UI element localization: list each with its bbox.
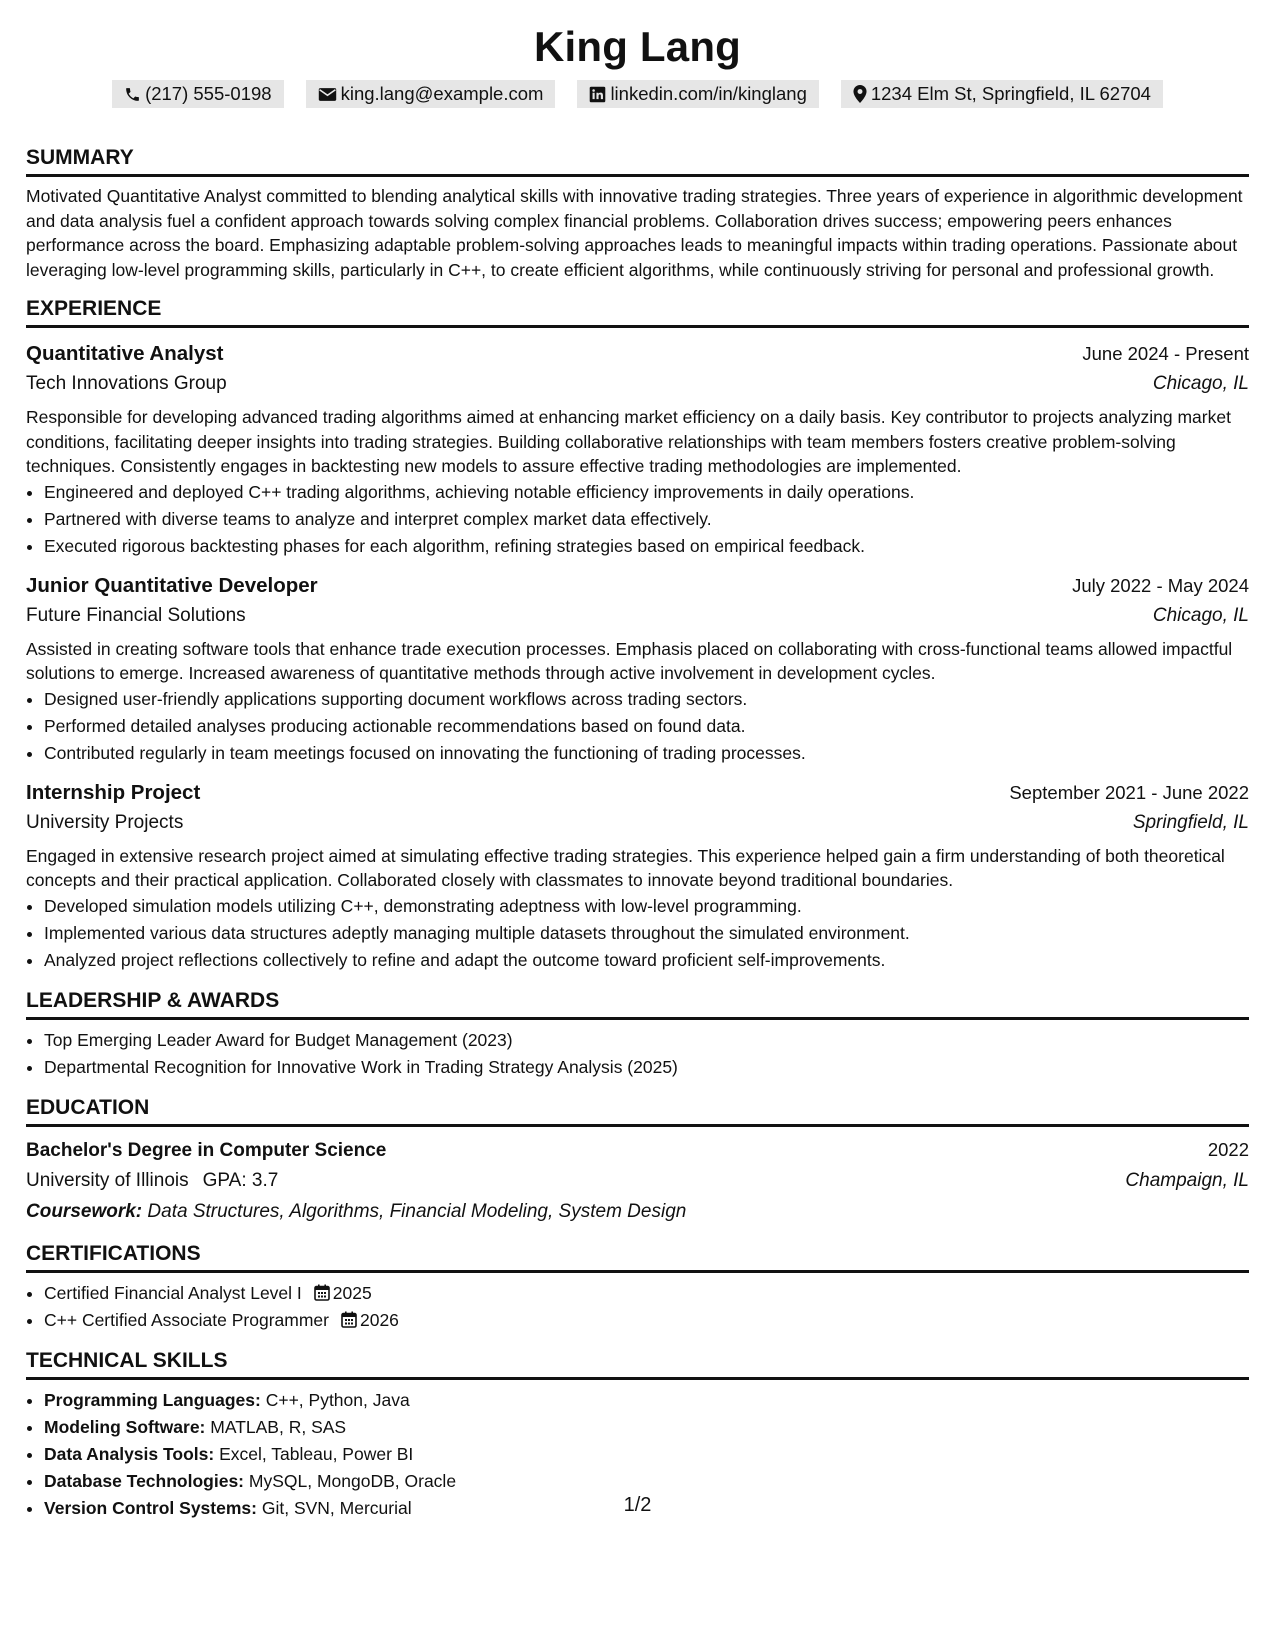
linkedin-icon (589, 86, 606, 103)
contact-address[interactable] (841, 80, 1163, 108)
certifications-section (26, 1241, 1249, 1334)
coursework-label: Coursework: (26, 1200, 143, 1222)
school-name: University of Illinois (26, 1169, 189, 1191)
job-bullet: • Executed rigorous backtesting phases for each algorithm, refining strategies based on empirical feedback. (44, 533, 1249, 560)
job-dates: June 2024 - Present (1082, 343, 1249, 364)
job-bullet: • Engineered and deployed C++ trading algorithms, achieving notable efficiency improvements in daily operations. (44, 479, 1249, 506)
certification-year: 2025 (332, 1282, 372, 1303)
education-section (26, 1095, 1249, 1227)
job-location: Chicago, IL (1152, 373, 1249, 394)
school-location: Champaign, IL (1125, 1169, 1249, 1191)
page-number: 1/2 (623, 1494, 652, 1516)
skill-value: Git, SVN, Mercurial (261, 1497, 412, 1518)
resume-content (26, 145, 1249, 1522)
certification-name: Certified Financial Analyst Level I (44, 1282, 302, 1303)
experience-heading: EXPERIENCE (26, 296, 1249, 328)
calendar-icon (314, 1284, 330, 1301)
contact-address-text: 1234 Elm St, Springfield, IL 62704 (870, 83, 1151, 104)
job-description: Engaged in extensive research project aimed at simulating effective trading strategies. This experience helped gain a firm understanding of both theoretical concepts and their practical application. Collaborated closely with classmates to innovate beyond traditional boundaries. (26, 845, 1225, 890)
skill-value: MATLAB, R, SAS (210, 1416, 347, 1437)
skill-label: Programming Languages: (44, 1389, 261, 1410)
job-entry (26, 777, 1249, 974)
leadership-section (26, 988, 1249, 1081)
leadership-list (26, 1027, 1249, 1081)
job-title: Internship Project (26, 780, 201, 804)
experience-section (26, 296, 1249, 974)
skill-label: Version Control Systems: (44, 1497, 257, 1518)
contact-phone-text: (217) 555-0198 (145, 83, 272, 104)
contact-email[interactable] (306, 80, 556, 108)
contact-phone[interactable] (112, 80, 284, 108)
calendar-icon (341, 1311, 357, 1328)
certification-item (44, 1280, 1249, 1307)
certification-name: C++ Certified Associate Programmer (44, 1309, 329, 1330)
envelope-icon (318, 86, 337, 103)
job-title: Quantitative Analyst (26, 342, 224, 365)
job-entry (26, 338, 1249, 560)
job-location: Chicago, IL (1152, 604, 1249, 626)
job-organization: Future Financial Solutions (26, 604, 246, 626)
skill-item (44, 1387, 1249, 1414)
job-bullets (26, 893, 1249, 974)
job-title: Junior Quantitative Developer (26, 573, 318, 597)
job-bullet: • Designed user-friendly applications supporting document workflows across trading sectors. (44, 686, 1249, 713)
job-bullet: • Implemented various data structures adeptly managing multiple datasets throughout the simulated environment. (44, 920, 1249, 947)
phone-icon (124, 86, 141, 103)
skill-item (44, 1441, 1249, 1468)
leadership-item: • Departmental Recognition for Innovative Work in Trading Strategy Analysis (2025) (44, 1054, 1249, 1081)
skill-value: MySQL, MongoDB, Oracle (248, 1470, 457, 1491)
graduation-year: 2022 (1207, 1138, 1249, 1160)
job-bullet: • Analyzed project reflections collectively to refine and adapt the outcome toward proficient self-improvements. (44, 947, 1249, 974)
job-description: Responsible for developing advanced trading algorithms aimed at enhancing market efficiency on a daily basis. Key contributor to projects analyzing market conditions, facilitating deeper insights into trading strategies. Building collaborative relationships with team members fosters creative problem-solving techniques. Consistently engages in backtesting new models to assure effective trading methodologies are implemented. (26, 407, 1231, 476)
summary-text: Motivated Quantitative Analyst committed to blending analytical skills with innovative trading strategies. Three years of experience in algorithmic development and data analysis fuel a confident approach towards solving complex financial problems. Collaboration drives success; empowering peers enhances performance across the board. Emphasizing adaptable problem-solving approaches leads to meaningful impacts within trading operations. Passionate about leveraging low-level programming skills, particularly in C++, to create efficient algorithms, while continuously striving for personal and professional growth. (26, 186, 1243, 280)
contact-linkedin[interactable] (577, 80, 818, 108)
job-bullet: • Performed detailed analyses producing actionable recommendations based on found data. (44, 713, 1249, 740)
job-entry (26, 570, 1249, 767)
job-organization: Tech Innovations Group (26, 373, 227, 394)
skill-label: Modeling Software: (44, 1416, 206, 1437)
skill-item (44, 1414, 1249, 1441)
contact-email-text: king.lang@example.com (340, 83, 544, 104)
job-description: Assisted in creating software tools that enhance trade execution processes. Emphasis placed on collaborating with cross-functional teams allowed impactful solutions to emerge. Increased awareness of quantitative methods through active involvement in development cycles. (26, 638, 1233, 683)
summary-heading: SUMMARY (26, 145, 1249, 177)
skill-label: Database Technologies: (44, 1470, 245, 1491)
job-dates: July 2022 - May 2024 (1072, 574, 1249, 596)
degree-title: Bachelor's Degree in Computer Science (26, 1139, 387, 1161)
contact-bar (0, 80, 1275, 108)
skills-heading: TECHNICAL SKILLS (26, 1348, 1249, 1380)
job-dates: September 2021 - June 2022 (1009, 781, 1249, 803)
job-bullets (26, 479, 1249, 560)
coursework (26, 1196, 1249, 1227)
skill-value: Excel, Tableau, Power BI (219, 1443, 414, 1464)
job-bullets (26, 686, 1249, 767)
leadership-item: • Top Emerging Leader Award for Budget Management (2023) (44, 1027, 1249, 1054)
contact-linkedin-text: linkedin.com/in/kinglang (610, 83, 807, 104)
skill-value: C++, Python, Java (265, 1389, 410, 1410)
skill-label: Data Analysis Tools: (44, 1443, 215, 1464)
map-pin-icon (853, 85, 867, 103)
certification-item (44, 1307, 1249, 1334)
certification-year: 2026 (359, 1309, 399, 1330)
job-bullet: • Partnered with diverse teams to analyze and interpret complex market data effectively. (44, 506, 1249, 533)
education-heading: EDUCATION (26, 1095, 1249, 1127)
coursework-list: Data Structures, Algorithms, Financial Modeling, System Design (147, 1200, 687, 1222)
job-location: Springfield, IL (1132, 811, 1249, 833)
gpa: GPA: 3.7 (202, 1169, 279, 1191)
certifications-heading: CERTIFICATIONS (26, 1241, 1249, 1273)
certifications-list (26, 1280, 1249, 1334)
leadership-heading: LEADERSHIP & AWARDS (26, 988, 1249, 1020)
candidate-name: King Lang (533, 23, 742, 70)
job-bullet: • Developed simulation models utilizing C++, demonstrating adeptness with low-level programming. (44, 893, 1249, 920)
job-bullet: • Contributed regularly in team meetings focused on innovating the functioning of trading processes. (44, 740, 1249, 767)
summary-section (26, 145, 1249, 282)
job-organization: University Projects (26, 811, 184, 833)
